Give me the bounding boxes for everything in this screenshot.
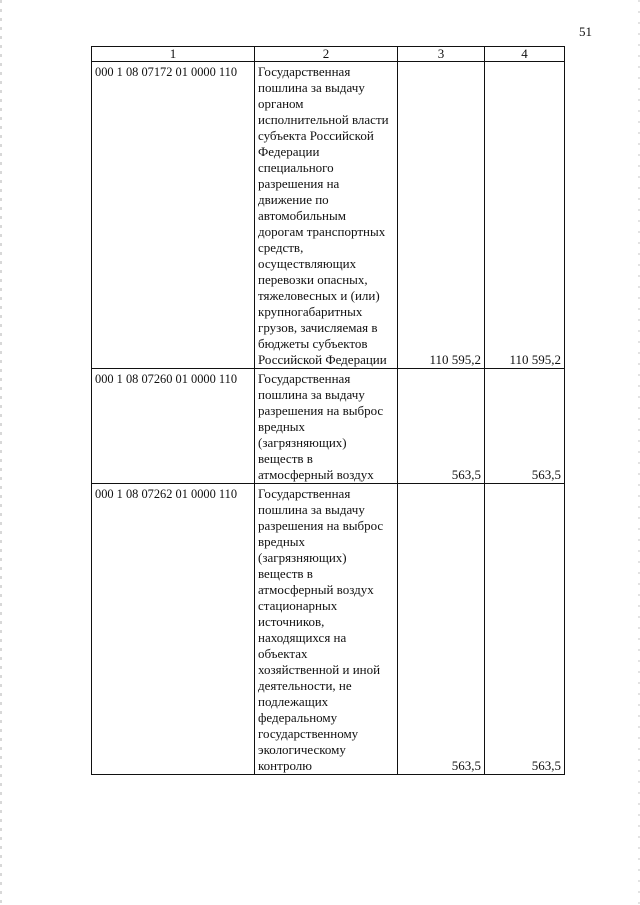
column-header-value-4: 4 [485, 47, 565, 62]
value-4-cell: 110 595,2 [485, 62, 565, 369]
value-4-cell: 563,5 [485, 369, 565, 484]
revenue-code-cell: 000 1 08 07260 01 0000 110 [92, 369, 255, 484]
value-4-cell: 563,5 [485, 484, 565, 775]
page-number: 51 [579, 24, 592, 39]
revenue-name-cell: Государственная пошлина за выдачу разрешения на выброс вредных (загрязняющих) веществ в атмосферный воздух стационарных источников, находящихся на объектах хозяйственной и иной деятельности, не подлежащих федеральному государственному экологическому контролю [255, 484, 398, 775]
value-3-cell: 563,5 [398, 484, 485, 775]
value-3-cell: 563,5 [398, 369, 485, 484]
table-header-row [92, 47, 565, 62]
column-header-code: 1 [92, 47, 255, 62]
revenue-name-cell: Государственная пошлина за выдачу разрешения на выброс вредных (загрязняющих) веществ в атмосферный воздух [255, 369, 398, 484]
revenue-code-cell: 000 1 08 07172 01 0000 110 [92, 62, 255, 369]
value-3-cell: 110 595,2 [398, 62, 485, 369]
revenue-name-cell: Государственная пошлина за выдачу органом исполнительной власти субъекта Российской Федерации специального разрешения на движение по автомобильным дорогам транспортных средств, осуществляющих перевозки опасных, тяжеловесных и (или) крупногабаритных грузов, зачисляемая в бюджеты субъектов Российской Федерации [255, 62, 398, 369]
revenue-code-cell: 000 1 08 07262 01 0000 110 [92, 484, 255, 775]
table-row [92, 62, 565, 369]
scan-edge-mark-left [0, 0, 2, 905]
column-header-value-3: 3 [398, 47, 485, 62]
table-row [92, 369, 565, 484]
column-header-name: 2 [255, 47, 398, 62]
table-row [92, 484, 565, 775]
budget-revenue-table [91, 46, 565, 775]
